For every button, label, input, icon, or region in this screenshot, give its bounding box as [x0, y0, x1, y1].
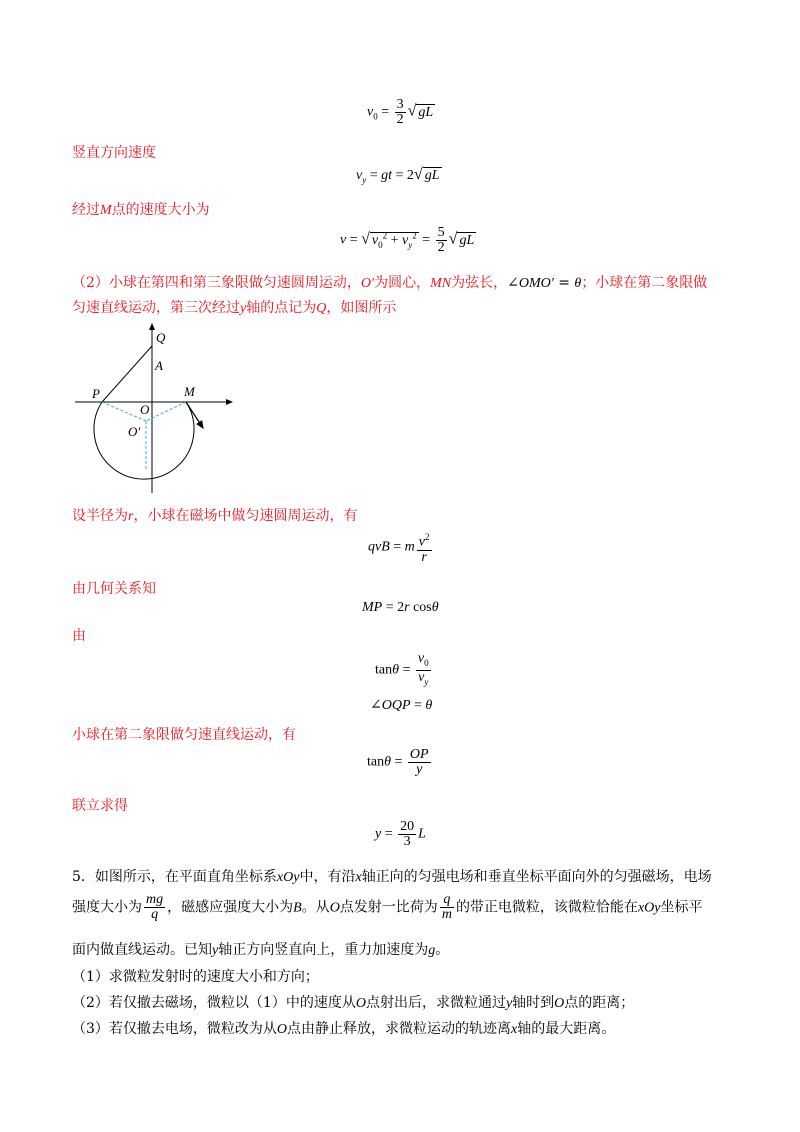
- equation-v: v = √ $v_0^2 + v_y^2$ = $\frac{5}{2}$ √ gL: [340, 225, 475, 255]
- text-by: 由: [72, 628, 86, 644]
- equation-vy: $v_y$ = gt = 2√ gL: [356, 166, 440, 185]
- equation-v0: $v_0$ = $\frac{3}{2}$ √ gL: [367, 97, 434, 127]
- equation-tan-op: tanθ = $\frac{OP}{y}$: [367, 747, 429, 777]
- text-vertical-velocity: 竖直方向速度: [72, 145, 156, 161]
- text-part2-line1: （2）小球在第四和第三象限做匀速圆周运动，O′为圆心，MN为弦长，∠OMO′ = θ；小球在第二象限做: [72, 275, 708, 291]
- text-part2-line2: 匀速直线运动，第三次经过y轴的点记为Q，如图所示: [72, 300, 397, 316]
- text-speed-at-m: 经过M点的速度大小为: [72, 202, 210, 218]
- label-o: O: [140, 402, 150, 417]
- problem5-line1: 5．如图所示，在平面直角坐标系xOy中，有沿x轴正向的匀强电场和垂直坐标平面向外的匀强磁场，电场: [72, 869, 712, 885]
- text-geometry: 由几何关系知: [72, 581, 156, 597]
- trajectory-figure: [70, 318, 250, 498]
- label-p: P: [92, 386, 100, 401]
- line-pq: [102, 346, 152, 402]
- velocity-arrow: [186, 402, 203, 428]
- problem5-q2: （2）若仅撤去磁场，微粒以（1）中的速度从O点射出后，求微粒通过y轴时到O点的距离；: [72, 995, 635, 1011]
- text-combine: 联立求得: [72, 798, 128, 814]
- equation-tan-v: tanθ = $\frac{v_0}{v_y}$: [375, 651, 429, 687]
- problem5-q1: （1）求微粒发射时的速度大小和方向；: [72, 969, 319, 985]
- problem5-q3: （3）若仅撤去电场，微粒改为从O点由静止释放，求微粒运动的轨迹离x轴的最大距离。: [72, 1021, 616, 1037]
- text-radius: 设半径为r，小球在磁场中做匀速圆周运动，有: [72, 508, 358, 524]
- problem5-line2: 强度大小为 $\frac{mg}{q}$ ，磁感应强度大小为B。从O点发射一比荷为 $\frac{q}{m}$ 的带正电微粒，该微粒恰能在xOy坐标平: [72, 892, 703, 922]
- equation-lorentz: qvB = m $\frac{v^2}{r}$: [368, 532, 430, 565]
- text-second-quadrant: 小球在第二象限做匀速直线运动，有: [72, 727, 296, 743]
- problem5-line3: 面内做直线运动。已知y轴正方向竖直向上，重力加速度为g。: [72, 942, 450, 958]
- equation-mp: MP = 2r cosθ: [362, 600, 439, 615]
- label-q: Q: [156, 330, 166, 345]
- label-m: M: [184, 384, 195, 399]
- equation-angle-oqp: ∠OQP = θ: [370, 698, 433, 713]
- label-a: A: [155, 358, 163, 373]
- equation-y: y = $\frac{20}{3}$ L: [375, 819, 426, 849]
- label-o-prime: O′: [128, 424, 141, 439]
